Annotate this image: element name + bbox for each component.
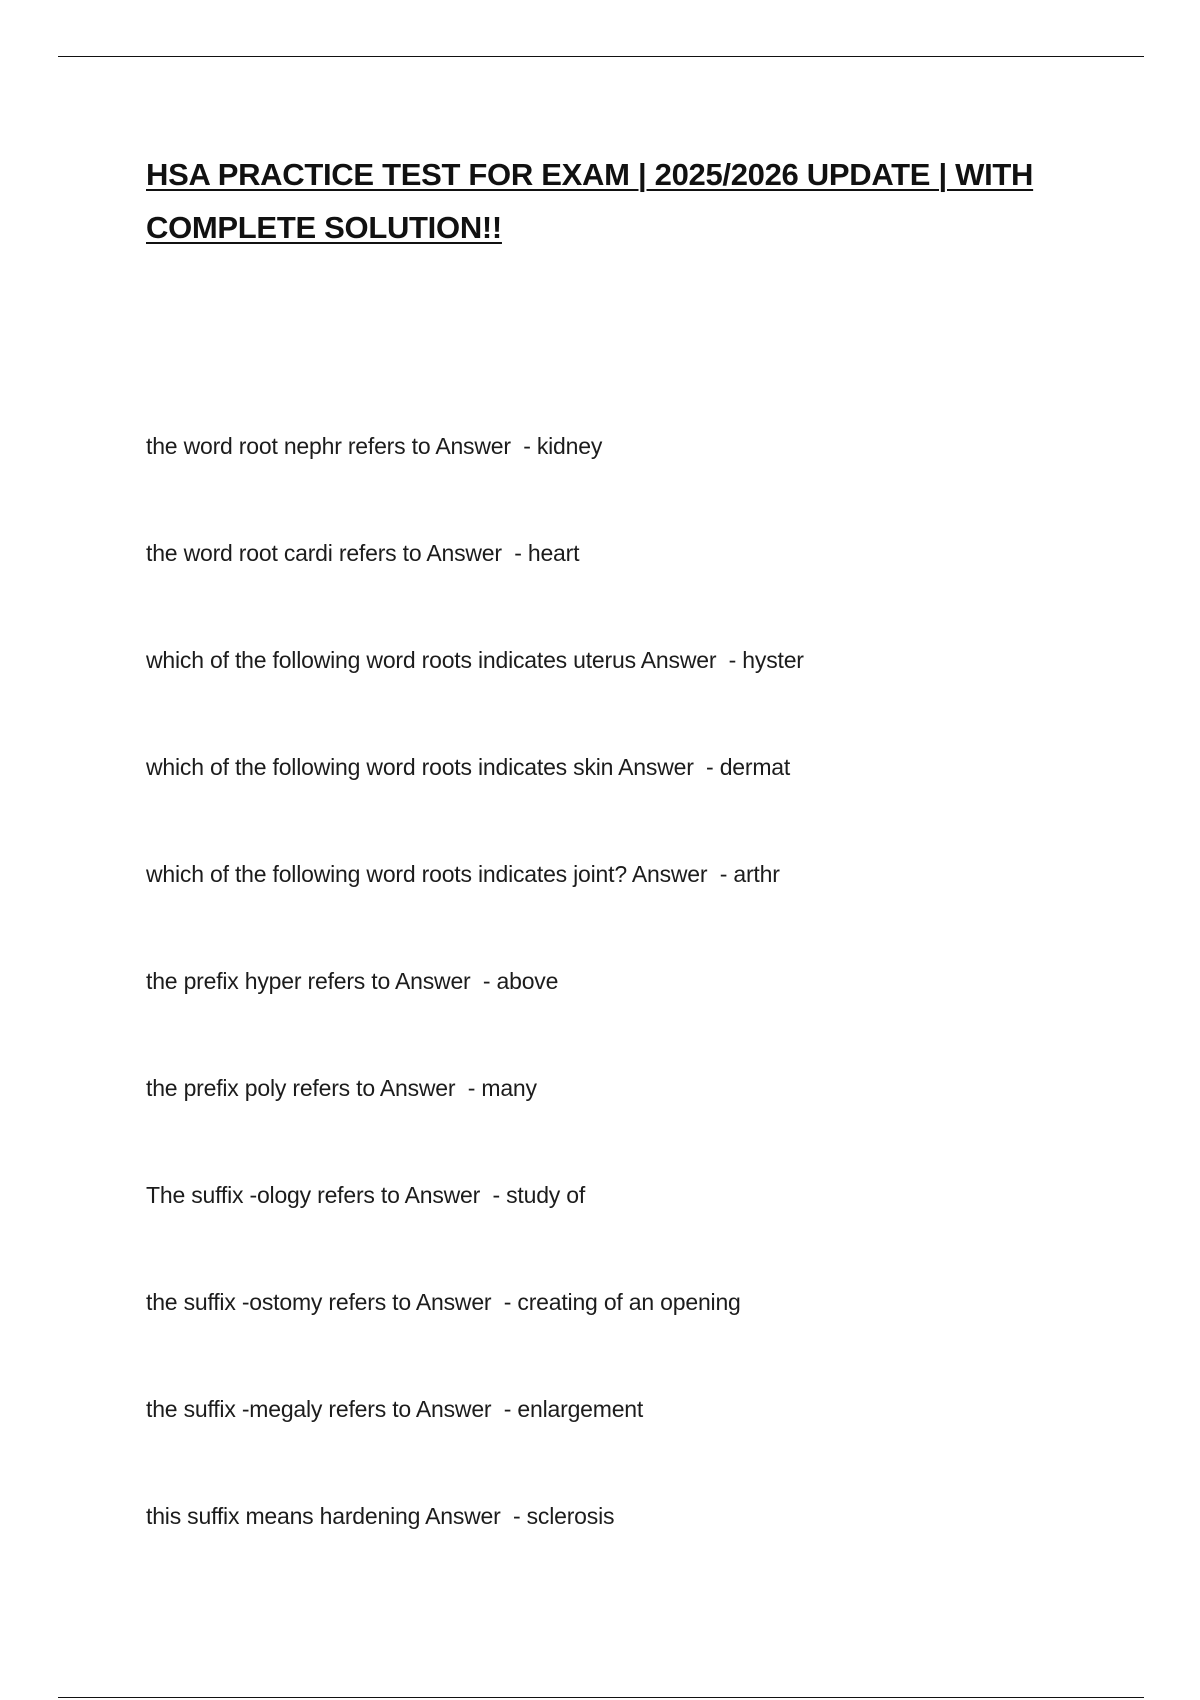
- qa-item: which of the following word roots indicates joint? Answer - arthr: [146, 861, 780, 887]
- qa-item: the suffix -ostomy refers to Answer - creating of an opening: [146, 1289, 741, 1315]
- qa-item: which of the following word roots indicates skin Answer - dermat: [146, 754, 791, 780]
- qa-item: the word root nephr refers to Answer - kidney: [146, 433, 603, 459]
- qa-item: this suffix means hardening Answer - sclerosis: [146, 1503, 615, 1529]
- top-divider: [58, 56, 1144, 57]
- qa-item: the suffix -megaly refers to Answer - enlargement: [146, 1396, 644, 1422]
- qa-item: the word root cardi refers to Answer - heart: [146, 540, 580, 566]
- qa-item: which of the following word roots indicates uterus Answer - hyster: [146, 647, 804, 673]
- qa-item: the prefix poly refers to Answer - many: [146, 1075, 537, 1101]
- qa-item: the prefix hyper refers to Answer - above: [146, 968, 559, 994]
- page-title: HSA PRACTICE TEST FOR EXAM | 2025/2026 UPDATE | WITH COMPLETE SOLUTION!!: [146, 157, 1034, 245]
- question-answer-list: [146, 426, 804, 1603]
- qa-item: The suffix -ology refers to Answer - study of: [146, 1182, 586, 1208]
- bottom-divider: [58, 1697, 1144, 1698]
